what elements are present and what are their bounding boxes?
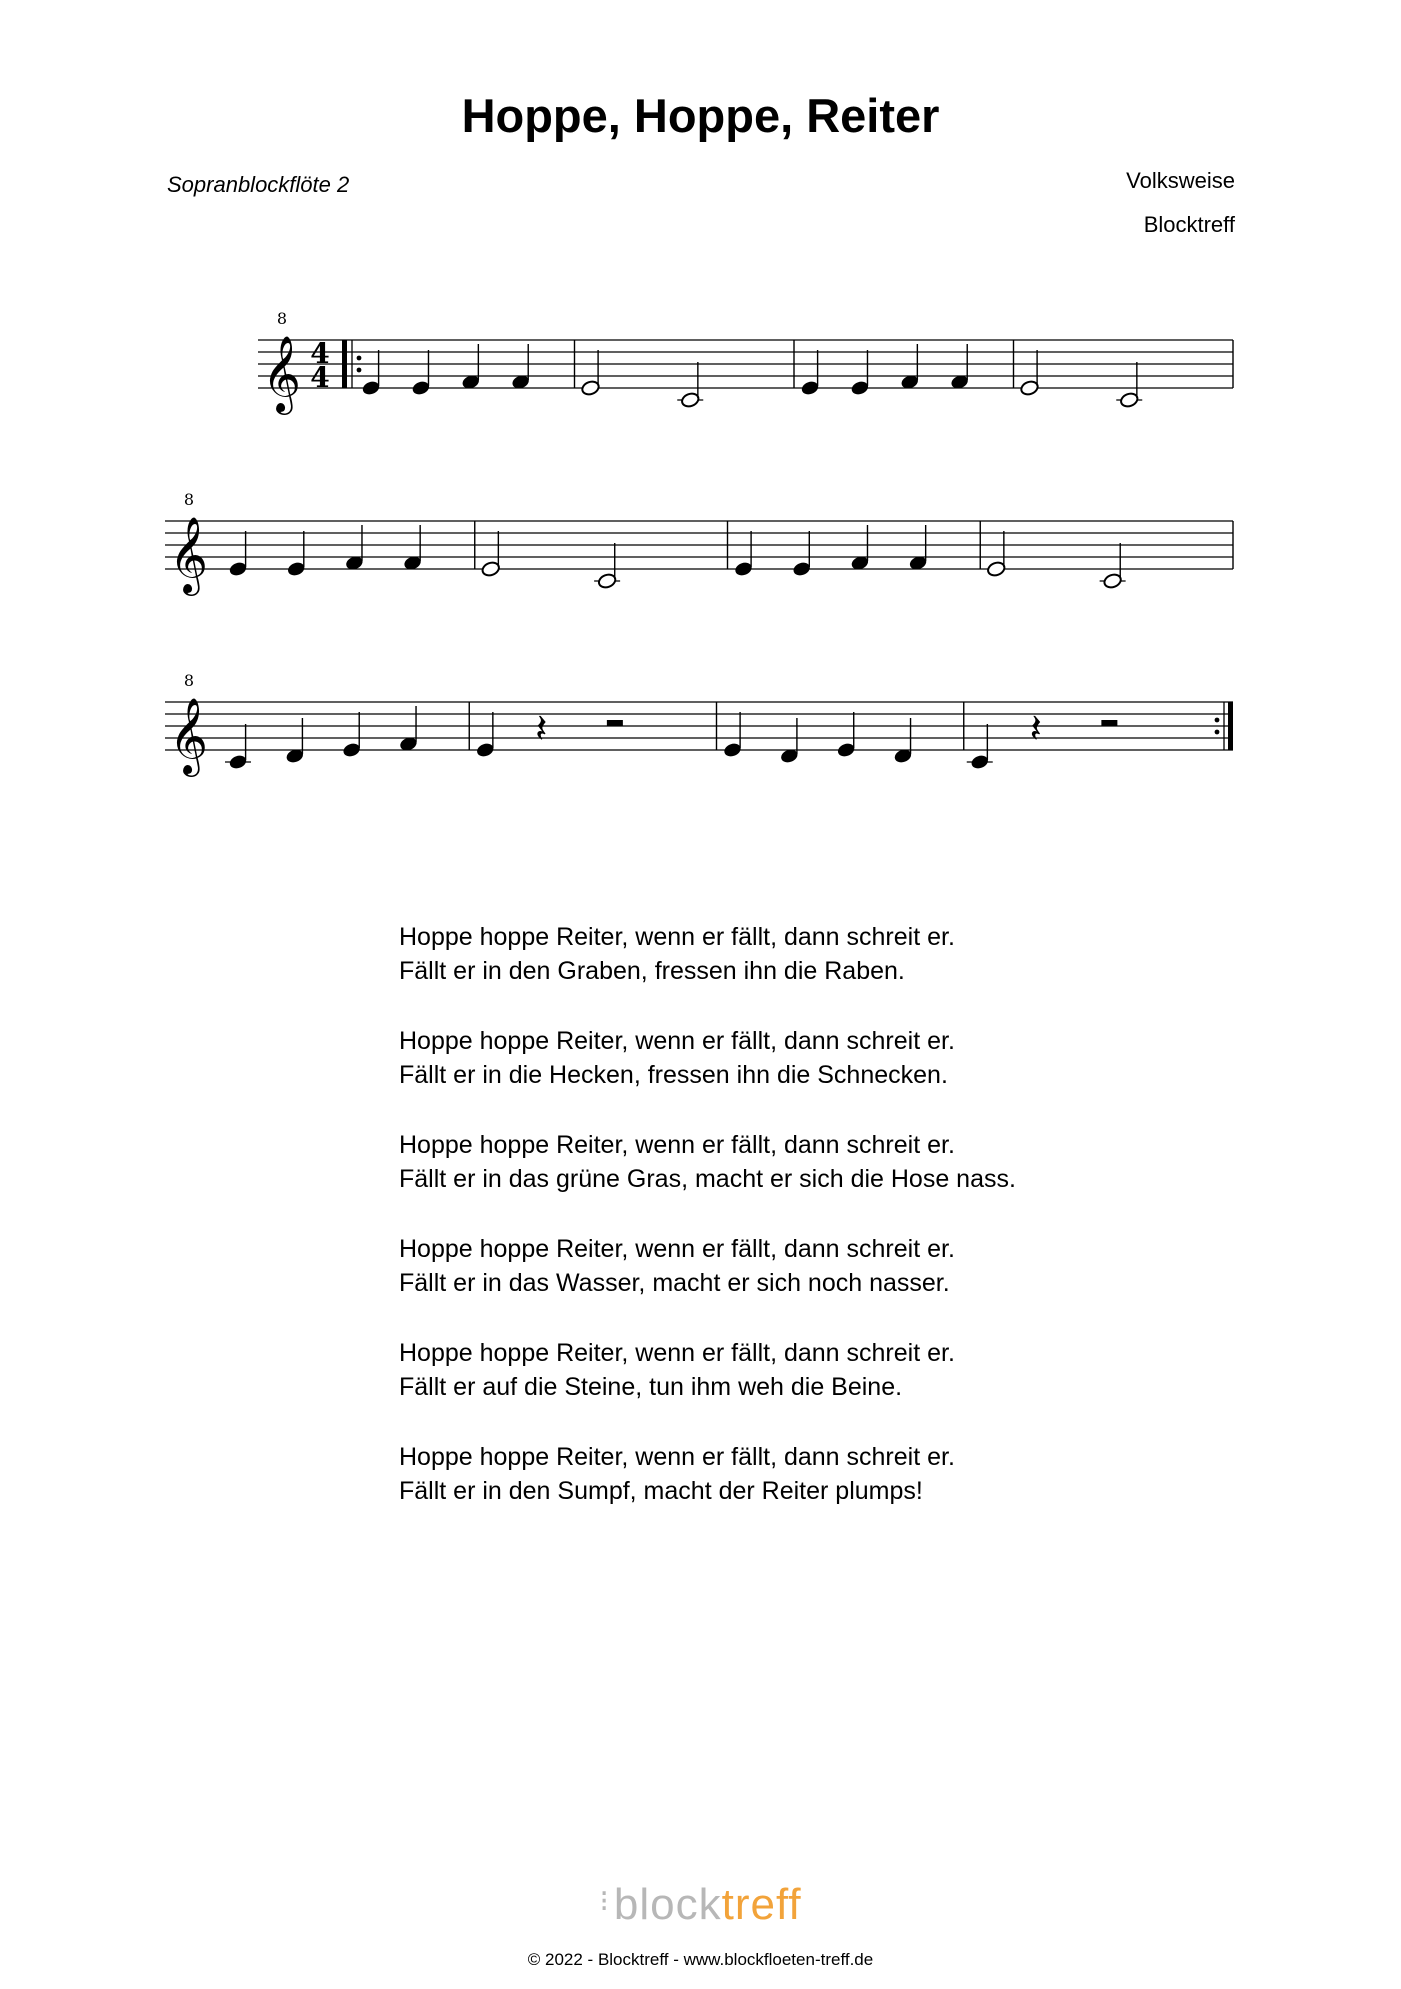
repeat-dot [1215,730,1220,735]
lyrics-line: Fällt er auf die Steine, tun ihm weh die Beine. [399,1373,903,1401]
treble-clef-icon: 𝄞 [169,516,209,593]
music-score [0,0,1401,800]
treble-clef-icon: 𝄞 [169,697,209,774]
lyrics-line: Hoppe hoppe Reiter, wenn er fällt, dann schreit er. [399,923,955,951]
logo-text-treff: treff [721,1880,802,1929]
repeat-dot [357,368,362,373]
lyrics-line: Fällt er in das Wasser, macht er sich noch nasser. [399,1269,950,1297]
footer-copyright: © 2022 - Blocktreff - www.blockfloeten-treff.de [527,1950,874,1969]
lyrics-line: Hoppe hoppe Reiter, wenn er fällt, dann schreit er. [399,1339,955,1367]
repeat-start-thick-bar [342,340,347,388]
lyrics-stanza [399,920,1016,988]
repeat-end-thick-bar [1228,702,1233,750]
lyrics-line: Hoppe hoppe Reiter, wenn er fällt, dann schreit er. [399,1443,955,1471]
lyrics-stanza [399,1440,1016,1508]
half-rest-icon [1101,720,1117,726]
song-title: Hoppe, Hoppe, Reiter [461,89,940,142]
lyrics-line: Fällt er in die Hecken, fressen ihn die Schnecken. [399,1061,948,1089]
quarter-rest-icon: 𝄽 [1029,706,1042,752]
instrument-label: Sopranblockflöte 2 [167,172,350,197]
repeat-dot [1215,718,1220,723]
lyrics-line: Hoppe hoppe Reiter, wenn er fällt, dann schreit er. [399,1027,955,1055]
lyrics-line: Hoppe hoppe Reiter, wenn er fällt, dann schreit er. [399,1235,955,1263]
repeat-dot [357,356,362,361]
lyrics-block [399,920,1016,1544]
lyrics-stanza [399,1128,1016,1196]
lyrics-line: Fällt er in den Sumpf, macht der Reiter plumps! [399,1477,923,1505]
composer-credit: Volksweise [1126,168,1235,193]
time-signature-top: 4 [310,337,330,370]
arranger-credit: Blocktreff [1143,212,1235,237]
lyrics-line: Hoppe hoppe Reiter, wenn er fällt, dann schreit er. [399,1131,955,1159]
lyrics-stanza [399,1336,1016,1404]
blocktreff-logo [0,1880,1401,1930]
time-signature-bottom: 4 [310,361,330,394]
treble-clef-icon: 𝄞 [262,335,302,412]
lyrics-stanza [399,1024,1016,1092]
lyrics-line: Fällt er in das grüne Gras, macht er sich die Hose nass. [399,1165,1016,1193]
logo-text-block: block [613,1880,722,1929]
lyrics-stanza [399,1232,1016,1300]
lyrics-line: Fällt er in den Graben, fressen ihn die Raben. [399,957,905,985]
clef-octave-mark: 8 [276,309,288,328]
clef-octave-mark: 8 [183,671,195,690]
logo-dots-icon: ⁝ [599,1885,610,1918]
quarter-rest-icon: 𝄽 [535,706,548,752]
half-rest-icon [607,720,623,726]
clef-octave-mark: 8 [183,490,195,509]
